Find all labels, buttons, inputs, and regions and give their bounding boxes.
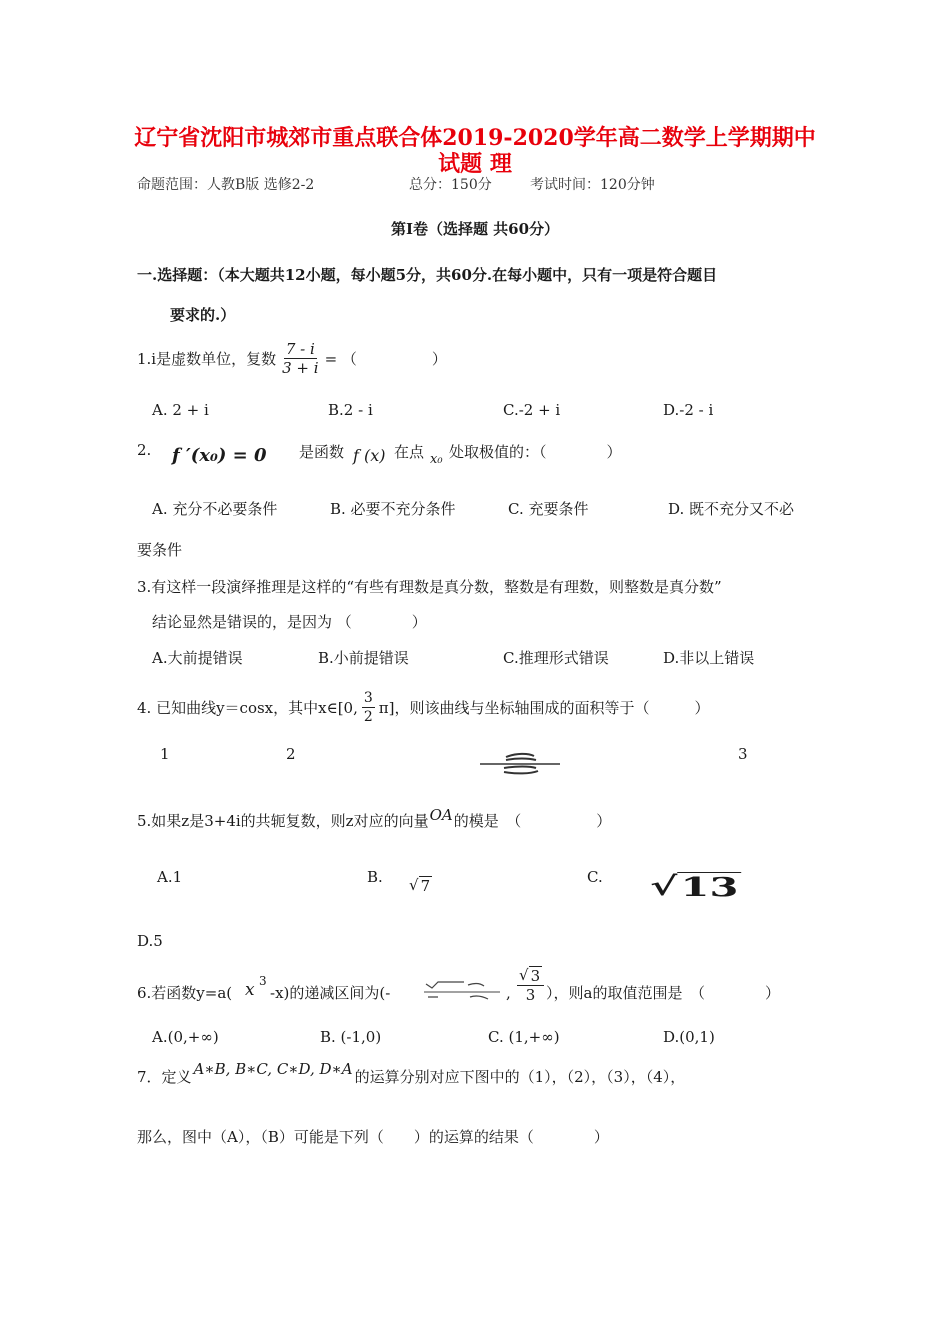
- q3-option-b: B.小前提错误: [318, 649, 409, 667]
- q6-comma: ,: [506, 984, 511, 1002]
- q5-stem-end: 的模是 （ ）: [453, 812, 612, 830]
- q4-fraction: [362, 689, 375, 726]
- q2-option-c: C. 充要条件: [508, 500, 589, 518]
- q3-option-a: A.大前提错误: [152, 649, 243, 667]
- q5-option-c-value: [650, 872, 742, 903]
- q4-stem: 4. 已知曲线y＝cosx，其中x∈[0,: [137, 699, 358, 717]
- q2-number: 2.: [137, 441, 152, 459]
- section-heading: 第Ⅰ卷（选择题 共60分）: [390, 220, 560, 238]
- q5-vector: OA: [429, 806, 453, 824]
- q6-option-b: B. (-1,0): [320, 1028, 382, 1046]
- q5-option-a: A.1: [157, 868, 183, 886]
- q2-blank: 处取极值的：（ ）: [449, 443, 622, 461]
- q6-stem-end: ），则a的取值范围是 （ ）: [546, 984, 780, 1002]
- q7-stem-end: 的运算分别对应下图中的（1），（2），（3），（4），: [354, 1068, 686, 1086]
- q6-left-endpoint-image: [424, 980, 502, 1004]
- q5-option-b-radicand: 7: [420, 877, 431, 895]
- q1-option-b: B.2 - i: [328, 401, 373, 419]
- q4-stem-end: π]，则该曲线与坐标轴围成的面积等于（ ）: [378, 699, 710, 717]
- q5-option-c-radicand: 13: [677, 872, 741, 903]
- q4-option-d: 3: [738, 745, 748, 763]
- q1-stem: 1.i是虚数单位，复数: [137, 350, 277, 368]
- q5-sqrt-sign: √: [409, 876, 419, 894]
- q5-option-b: B.: [367, 868, 383, 886]
- exam-time: 考试时间：120分钟: [530, 177, 655, 193]
- q6-option-d: D.(0,1): [663, 1028, 715, 1046]
- q1-blank: = （ ）: [324, 350, 447, 368]
- q7-stem: 7．定义: [137, 1068, 192, 1086]
- question-4: [137, 689, 710, 726]
- q5-sqrt-sign-c: √: [650, 872, 678, 902]
- q6-right-fraction: [517, 966, 544, 1004]
- q2-function: f (x): [353, 446, 386, 465]
- q1-denominator: 3 + i: [282, 359, 319, 377]
- document-title-line1: 辽宁省沈阳市城郊市重点联合体2019-2020学年高二数学上学期期中: [134, 125, 816, 151]
- q5-stem: 5.如果z是3+4i的共轭复数，则z对应的向量: [137, 812, 429, 830]
- q2-option-d: D. 既不充分又不必: [668, 500, 795, 518]
- q4-numerator: 3: [363, 690, 373, 706]
- q2-condition: f ′(x₀) = 0: [172, 445, 267, 466]
- exam-total-score: 总分：150分: [409, 177, 492, 193]
- q2-option-d-cont: 要条件: [137, 541, 183, 559]
- q6-stem-mid: -x)的递减区间为(-: [270, 984, 391, 1002]
- question-3: 3.有这样一段演绎推理是这样的“有些有理数是真分数，整数是有理数，则整数是真分数”: [137, 578, 722, 596]
- q4-option-c-fraction-graphic: [476, 752, 562, 776]
- exam-scope: 命题范围：人教B版 选修2-2: [137, 177, 315, 193]
- q5-option-c: C.: [587, 868, 603, 886]
- q7-operations: A∗B, B∗C, C∗D, D∗A: [193, 1060, 353, 1078]
- q2-text-1: 是函数: [299, 443, 345, 461]
- part-instructions: 一.选择题：（本大题共12小题，每小题5分，共60分.在每小题中，只有一项是符合题目: [137, 266, 718, 284]
- q6-right-endpoint: [515, 966, 546, 1004]
- question-1: [137, 340, 447, 377]
- q2-point: x₀: [430, 452, 443, 467]
- part-instructions-cont: 要求的.）: [170, 306, 236, 324]
- q1-option-a: A. 2 + i: [152, 401, 209, 419]
- q5-option-d: D.5: [137, 932, 163, 950]
- q6-right-denominator: 3: [525, 986, 536, 1004]
- q3-option-c: C.推理形式错误: [503, 649, 609, 667]
- question-5: [137, 806, 612, 831]
- q1-option-c: C.-2 + i: [503, 401, 561, 419]
- q3-option-d: D.非以上错误: [663, 649, 755, 667]
- question-7: [137, 1060, 686, 1087]
- q4-option-b: 2: [286, 745, 296, 763]
- document-title-line2: 试题 理: [438, 151, 512, 177]
- q1-numerator: 7 - i: [285, 340, 315, 358]
- q1-fraction: [280, 340, 320, 377]
- question-7-cont: 那么，图中（A），（B）可能是下列（ ）的运算的结果（ ）: [137, 1128, 609, 1146]
- q4-denominator: 2: [363, 709, 373, 725]
- q2-text-2: 在点: [394, 443, 425, 461]
- q6-left-endpoint-graphic: [424, 980, 502, 1004]
- q6-right-radicand: 3: [530, 967, 541, 985]
- q6-exponent: 3: [259, 974, 267, 988]
- q4-option-a: 1: [160, 745, 170, 763]
- q4-option-c-image: [476, 752, 562, 776]
- q1-option-d: D.-2 - i: [663, 401, 714, 419]
- q5-option-b-value: [409, 876, 432, 895]
- q2-option-b: B. 必要不充分条件: [330, 500, 456, 518]
- q6-x: x: [245, 980, 255, 1000]
- q6-option-a: A.(0,+∞): [152, 1028, 219, 1046]
- q6-stem: 6.若函数y=a(: [137, 984, 233, 1002]
- q6-right-numerator: √ 3: [517, 966, 544, 986]
- q6-option-c: C. (1,+∞): [488, 1028, 560, 1046]
- question-3-cont: 结论显然是错误的，是因为 （ ）: [152, 613, 427, 631]
- q2-option-a: A. 充分不必要条件: [152, 500, 278, 518]
